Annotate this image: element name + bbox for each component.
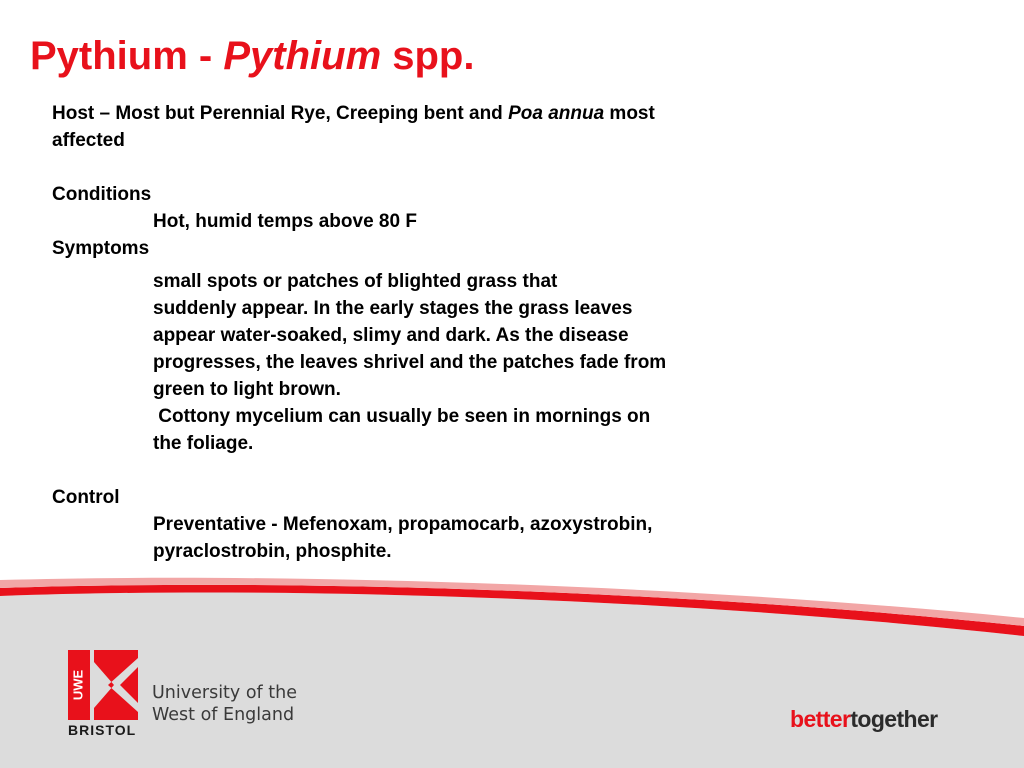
host-line — [52, 100, 912, 127]
symptoms-line: appear water-soaked, slimy and dark. As the disease — [153, 325, 629, 346]
title-prefix: Pythium - — [30, 34, 224, 78]
host-after: most — [604, 103, 655, 124]
title-italic: Pythium — [223, 34, 382, 78]
symptoms-line: small spots or patches of blighted grass that — [153, 271, 558, 292]
conditions-text: Hot, humid temps above 80 F — [153, 211, 417, 232]
host-text: Host – Most but Perennial Rye, Creeping bent and — [52, 103, 509, 124]
university-name — [152, 682, 297, 726]
symptoms-line: green to light brown. — [153, 379, 341, 400]
slide-body — [52, 100, 912, 565]
symptoms-heading: Symptoms — [52, 238, 150, 259]
university-line-2: West of England — [152, 705, 295, 725]
control-line: Preventative - Mefenoxam, propamocarb, azoxystrobin, — [153, 514, 653, 535]
symptoms-line: the foliage. — [153, 433, 254, 454]
host-italic: Poa annua — [508, 103, 605, 124]
host-line-2: affected — [52, 130, 125, 151]
university-line-1: University of the — [152, 683, 297, 703]
tagline-part-2: together — [850, 706, 938, 732]
svg-text:UWE: UWE — [70, 669, 86, 701]
slide-title — [30, 30, 474, 82]
symptoms-line: suddenly appear. In the early stages the grass leaves — [153, 298, 633, 319]
symptoms-line: progresses, the leaves shrivel and the patches fade from — [153, 352, 667, 373]
spacer — [52, 457, 912, 484]
control-heading: Control — [52, 487, 120, 508]
control-line: pyraclostrobin, phosphite. — [153, 541, 392, 562]
tagline — [790, 706, 938, 733]
conditions-heading: Conditions — [52, 184, 152, 205]
title-suffix: spp. — [381, 34, 475, 78]
uwe-logo-icon — [68, 650, 138, 720]
spacer — [52, 154, 912, 181]
symptoms-line: Cottony mycelium can usually be seen in mornings on — [153, 406, 651, 427]
city-label: BRISTOL — [68, 722, 137, 738]
tagline-part-1: better — [790, 706, 851, 732]
